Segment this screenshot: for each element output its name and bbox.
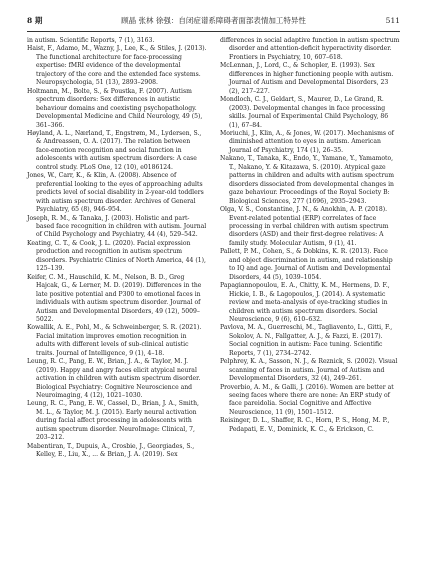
reference-entry: McLennan, J., Lord, C., & Schopler, E. (1993). Sex differences in higher functioning people with autism. Journal of Autism and Developmental Disorders, 23 (2), 217–227. — [220, 62, 394, 95]
reference-entry: Papagiannopoulou, E. A., Chitty, K. M., Hermens, D. F., Hickie, I. B., & Lagopoulos, J. (2014). A systematic review and meta-analysis of eye-tracking studies in children with autism spectrum disorders. Social Neuroscience, 9 (6), 610–632. — [220, 282, 390, 323]
reference-entry: Keifer, C. M., Hauschild, K. M., Nelson, B. D., Greg Hajcak, G., & Lerner, M. D. (2019). Differences in the late positive potential and P300 to emotional faces in individuals with autism spectrum disorder. Journal of Autism and Developmental Disorders, 49 (12), 5009–5022. — [27, 273, 202, 323]
reference-entry: Høyland, A. L., Nærland, T., Engstrøm, M., Lydersen, S., & Andreassen, O. A. (2017). The relation between face-emotion recognition and social function in adolescents with autism spectrum disorders: A case control study. PLoS One, 12 (10), e0186124. — [27, 129, 202, 171]
reference-entry: Moriuchi, J., Klin, A., & Jones, W. (2017). Mechanisms of diminished attention to eyes in autism. American Journal of Psychiatry, 174 (1), 26–35. — [220, 129, 394, 154]
running-title: 顾晶 张林 徐强：自闭症谱系障碍者面部表情加工特异性 — [121, 16, 306, 25]
reference-entry: Nakano, T., Tanaka, K., Endo, Y., Yamane, Y., Yamamoto, T., Nakano, Y. & Kitazawa, S. (2010). Atypical gaze patterns in children and adults with autism spectrum disorders dissociated from developmental changes in gaze behaviour. Proceedings of the Royal Society B: Biological Sciences, 277 (1696), 2935–2943. — [220, 155, 394, 205]
reference-entry: Keating, C. T., & Cook, J. L. (2020). Facial expression production and recognition in autism spectrum disorders. Psychiatric Clinics of North America, 44 (1), 125–139. — [27, 239, 206, 273]
left-reference-column — [27, 37, 207, 460]
reference-entry: Jones, W., Carr, K., & Klin, A. (2008). Absence of preferential looking to the eyes of approaching adults predicts level of social disability in 2-year-old toddlers with autism spectrum disorder. Archives of General Psychiatry, 65 (8), 946–954. — [27, 172, 204, 214]
reference-entry: Pavlova, M. A., Guerreschi, M., Tagliavento, L., Gitti, F., Sokolov, A. N., Fallgatter, A. J., & Fazzi, E. (2017). Social cognition in autism: Face tuning. Scientific Reports, 7 (1), 2734–2742. — [220, 324, 393, 357]
reference-entry: Leung, R. C., Pang, E. W., Cassel, D., Brian, J. A., Smith, M. L., & Taylor, M. J. (2015). Early neural activation during facial affect processing in adolescents with autism spectrum disorder. NeuroImage: Clinical, 7, 203–212. — [27, 400, 199, 442]
reference-entry: Pallett, P. M., Cohen, S., & Dobkins, K. R. (2013). Face and object discrimination in autism, and relationship to IQ and age. Journal of Autism and Developmental Disorders, 44 (5), 1039–1054. — [220, 248, 393, 281]
page-header — [27, 14, 400, 28]
reference-entry: Pelphrey, K. A., Sasson, N. J., & Reznick, S. (2002). Visual scanning of faces in autism. Journal of Autism and Developmental Disorders, 32 (4), 249–261. — [220, 358, 398, 383]
reference-entry: Joseph, R. M., & Tanaka, J. (2003). Holistic and part-based face recognition in children with autism. Journal of Child Psychology and Psychiatry, 44 (4), 529–542. — [27, 214, 207, 239]
right-reference-column — [220, 37, 400, 434]
reference-entry: differences in social adaptive function in autism spectrum disorder and attention-deficit hyperactivity disorder. Frontiers in Psychiatry, 10, 607–618. — [220, 37, 400, 61]
header-rule — [27, 31, 400, 32]
reference-entry: Leung, R. C., Pang, E. W., Brian, J. A., & Taylor, M. J. (2019). Happy and angry faces elicit atypical neural activation in children with autism spectrum disorder. Biological Psychiatry: Cognitive Neuroscience and Neuroimaging, 4 (12), 1021–1030. — [27, 358, 201, 400]
reference-entry: Reisinger, D. L., Shaffer, R. C., Horn, P. S., Hong, M. P., Pedapati, E. V., Dominick, K. C., & Erickson, C. — [220, 417, 390, 433]
reference-entry: in autism. Scientific Reports, 7 (1), 3163. — [27, 37, 155, 44]
reference-entry: Haist, F., Adamo, M., Wazny, J., Lee, K., & Stiles, J. (2013). The functional architecture for face-processing expertise: fMRI evidence of the developmental trajectory of the core and the extended face systems. Neuropsychologia, 51 (13), 2893–2908. — [27, 45, 207, 87]
reference-entry: Proverbio, A. M., & Galli, J. (2016). Women are better at seeing faces where there are none: An ERP study of face pareidolia. Social Cognitive and Affective Neuroscience, 11 (9), 1501–1512. — [220, 383, 394, 416]
reference-entry: Mondloch, C. J., Geldart, S., Maurer, D., Le Grand, R. (2003). Developmental changes in face processing skills. Journal of Experimental Child Psychology, 86 (1), 67–84. — [220, 96, 389, 129]
reference-entry: Kowallik, A. E., Pohl, M., & Schweinberger, S. R. (2021). Facial imitation improves emotion recognition in adults with different levels of sub-clinical autistic traits. Journal of Intelligence, 9 (1), 4–18. — [27, 324, 202, 357]
page-number: 511 — [385, 16, 400, 25]
reference-entry: Holtmann, M., Bolte, S., & Poustka, F. (2007). Autism spectrum disorders: Sex differences in autistic behaviour domains and coexisting psychopathology. Developmental Medicine and Child Neurology, 49 (5), 361–366. — [27, 87, 203, 129]
reference-entry: Olga, V. S., Constantine, J. N., & Anokhin, A. P. (2018). Event-related potential (ERP) correlates of face processing in verbal children with autism spectrum disorders (ASD) and their first-degree relatives: A family study. Molecular Autism, 9 (1), 41. — [220, 206, 389, 247]
reference-entry: Mabentiran, T., Dupuis, A., Crosbie, J., Georgiades, S., Kelley, E., Liu, X., ... & Brian, J. A. (2019). Sex — [27, 442, 195, 459]
issue-number: 8 期 — [27, 16, 43, 25]
